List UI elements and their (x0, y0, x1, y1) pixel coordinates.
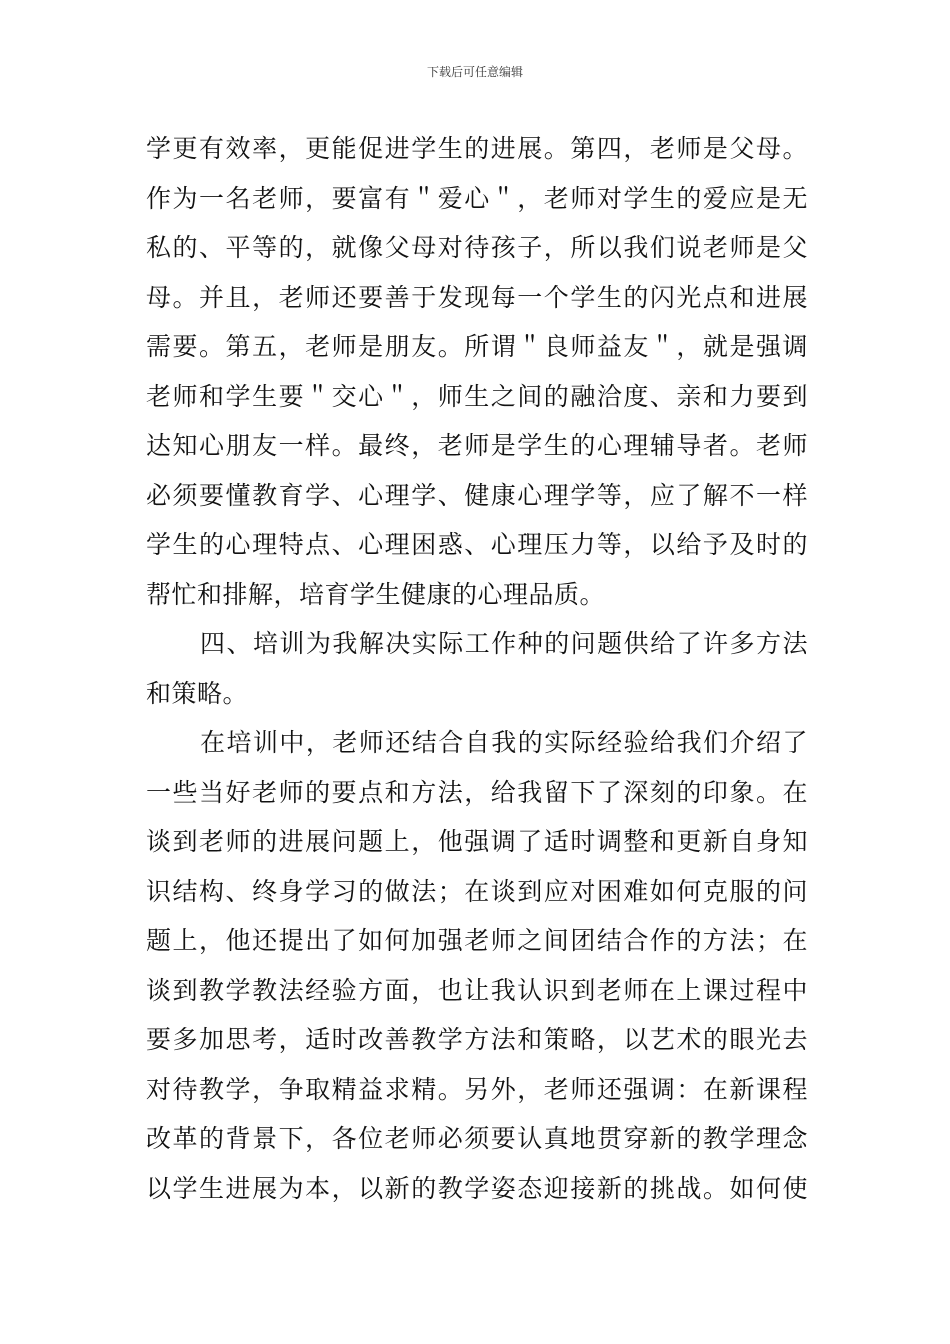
text-line: 对待教学，争取精益求精。另外，老师还强调：在新课程 (146, 1074, 808, 1104)
text-line: 作为一名老师，要富有＂爱心＂，老师对学生的爱应是无 (146, 183, 808, 213)
text-line: 老师和学生要＂交心＂，师生之间的融洽度、亲和力要到 (146, 381, 808, 411)
text-line: 谈到教学教法经验方面，也让我认识到老师在上课过程中 (146, 975, 808, 1005)
text-line: 识结构、终身学习的做法；在谈到应对困难如何克服的问 (146, 876, 808, 906)
text-line: 达知心朋友一样。最终，老师是学生的心理辅导者。老师 (146, 431, 808, 460)
text-line: 需要。第五，老师是朋友。所谓＂良师益友＂，就是强调 (146, 332, 808, 361)
paragraph-start-line: 在培训中，老师还结合自我的实际经验给我们介绍了 (200, 728, 808, 757)
text-line: 一些当好老师的要点和方法，给我留下了深刻的印象。在 (146, 777, 808, 807)
text-line: 改革的背景下，各位老师必须要认真地贯穿新的教学理念 (146, 1124, 808, 1153)
text-line: 帮忙和排解，培育学生健康的心理品质。 (146, 579, 606, 609)
section-heading-line: 和策略。 (146, 678, 249, 708)
text-line: 母。并且，老师还要善于发现每一个学生的闪光点和进展 (146, 282, 808, 312)
document-body (146, 124, 808, 1213)
text-line: 题上，他还提出了如何加强老师之间团结合作的方法；在 (146, 926, 808, 955)
page-header: 下载后可任意编辑 (426, 65, 523, 79)
text-line: 要多加思考，适时改善教学方法和策略，以艺术的眼光去 (146, 1025, 808, 1054)
text-line: 私的、平等的，就像父母对待孩子，所以我们说老师是父 (146, 233, 808, 262)
text-line: 谈到老师的进展问题上，他强调了适时调整和更新自身知 (146, 827, 808, 856)
text-line: 以学生进展为本，以新的教学姿态迎接新的挑战。如何使 (146, 1173, 808, 1203)
text-line: 必须要懂教育学、心理学、健康心理学等，应了解不一样 (146, 480, 808, 510)
section-heading-line: 四、培训为我解决实际工作种的问题供给了许多方法 (200, 629, 808, 658)
text-line: 学生的心理特点、心理困惑、心理压力等，以给予及时的 (146, 530, 808, 559)
text-line: 学更有效率，更能促进学生的进展。第四，老师是父母。 (146, 134, 808, 163)
